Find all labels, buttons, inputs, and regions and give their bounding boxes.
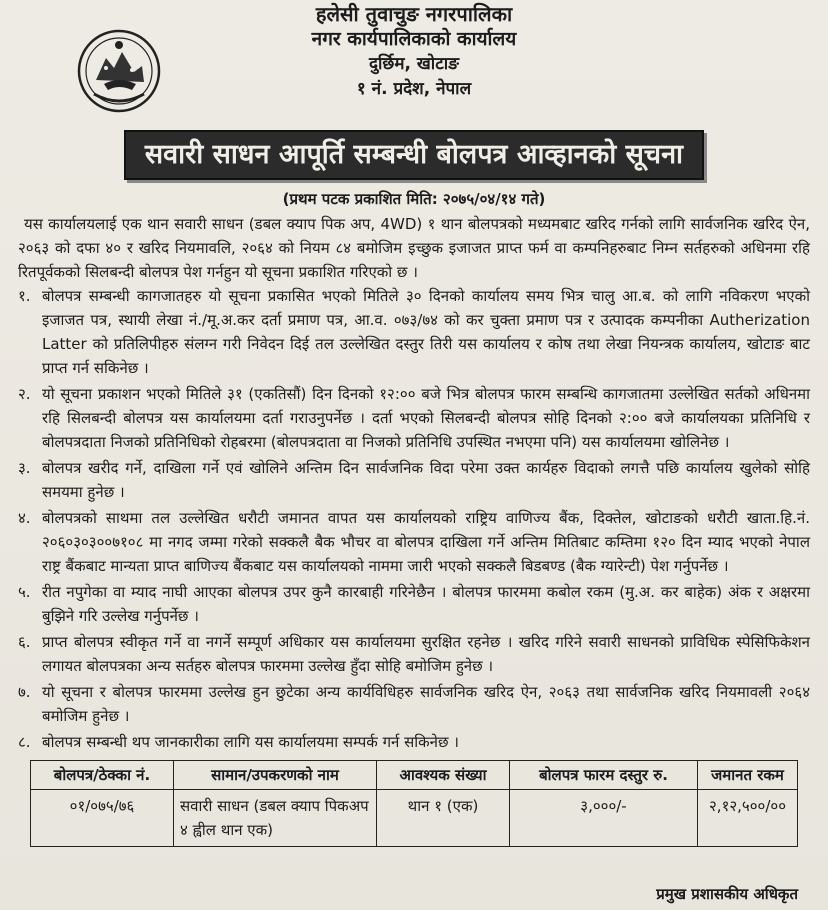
cell-item-name: सवारी साधन (डबल क्याप पिकअप ४ ह्वील थान एक)	[174, 790, 377, 847]
condition-text: यो सूचना प्रकाशन भएको मितिले ३१ (एकतिसौं) दिन दिनको १२:०० बजे भित्र बोलपत्र फारम सम्बन्धि कागजातमा उल्लेखित सर्तको अधिनमा रहि सिलबन्दी बोलपत्र यस कार्यालयमा दर्ता गराउनुपर्नेछ । दर्ता भएको सिलबन्दी बोलपत्र सोहि दिनको २:०० बजे कार्यालयका प्रतिनिधि र बोलपत्रदाता निजको प्रतिनिधिको रोहबरमा (बोलपत्रदाता वा निजको प्रतिनिधि उपस्थित नभएमा पनि) यस कार्यालयमा खोलिनेछ ।	[42, 385, 810, 451]
condition-text: बोलपत्र खरीद गर्ने, दाखिला गर्ने एवं खोलिने अन्तिम दिन सार्वजनिक विदा परेमा उक्त कार्यहरु विदाको लगत्तै पछि कार्यालय खुलेको सोहि समयमा हुनेछ ।	[42, 459, 810, 501]
col-item-name: सामान/उपकरणको नाम	[174, 761, 377, 790]
condition-text: रीत नपुगेका वा म्याद नाघी आएका बोलपत्र उपर कुनै कारबाही गरिनेछैन । बोलपत्र फारममा कबोल रकम (मु.अ. कर बाहेक) अंक र अक्षरमा बुझिने गरि उल्लेख गर्नुपर्नेछ ।	[42, 583, 810, 625]
condition-number: १.	[18, 287, 31, 305]
condition-text: बोलपत्र सम्बन्धी थप जानकारीका लागि यस कार्यालयमा सम्पर्क गर्न सकिनेछ ।	[42, 733, 459, 751]
cell-guarantee: २,१२,५००/००	[698, 790, 798, 847]
condition-item	[18, 630, 810, 678]
cell-quantity: थान १ (एक)	[377, 790, 510, 847]
condition-item	[18, 456, 810, 504]
condition-item	[18, 680, 810, 728]
cell-form-fee: ३,०००/-	[510, 790, 698, 847]
condition-item	[18, 730, 810, 754]
col-quantity: आवश्यक संख्या	[377, 761, 510, 790]
condition-text: प्राप्त बोलपत्र स्वीकृत गर्ने वा नगर्ने सम्पूर्ण अधिकार यस कार्यालयमा सुरक्षित रहनेछ । खरिद गरिने सवारी साधनको प्राविधिक स्पेसिफिकेशन लगायत बोलपत्रका अन्य सर्तहरु बोलपत्र फारममा उल्लेख हुँदा सोहि बमोजिम हुनेछ ।	[42, 633, 810, 675]
condition-number: २.	[18, 385, 31, 403]
condition-item	[18, 506, 810, 578]
notice-title: सवारी साधन आपूर्ति सम्बन्धी बोलपत्र आव्हानको सूचना	[124, 130, 704, 180]
table-header-row	[31, 761, 798, 790]
office-header	[18, 0, 810, 122]
condition-number: ६.	[18, 633, 31, 651]
condition-text: बोलपत्र सम्बन्धी कागजातहरु यो सूचना प्रकासित भएको मितिले ३० दिनको कार्यालय समय भित्र चालु आ.ब. को लागि नविकरण भएको इजाजत पत्र, स्थायी लेखा नं./मू.अ.कर दर्ता प्रमाण पत्र, आ.व. ०७३/७४ को कर चुक्ता प्रमाण पत्र र उत्पादक कम्पनीका Autherization Latter को प्रतिलिपीहरु संलग्न गरी निवेदन दिई तल उल्लेखित दस्तुर तिरी यस कार्यालय र कोष तथा लेखा नियन्त्रक कार्यालय, खोटाङ बाट प्राप्त गर्न सकिनेछ ।	[42, 287, 810, 377]
bid-table	[30, 760, 798, 847]
cell-contract-no: ०१/०७५/७६	[31, 790, 174, 847]
municipality-name: हलेसी तुवाचुङ नगरपालिका	[315, 2, 513, 26]
condition-number: ३.	[18, 459, 31, 477]
intro-paragraph: यस कार्यालयलाई एक थान सवारी साधन (डबल क्याप पिक अप, 4WD) १ थान बोलपत्रको मध्यमबाट खरिद गर्नको लागि सार्वजनिक खरिद ऐन, २०६३ को दफा ४० र खरिद नियमावलि, २०६४ को नियम ८४ बमोजिम इच्छुक इजाजत प्राप्त फर्म वा कम्पनिहरुबाट निम्न सर्तहरुको अधिनमा रहि रितपूर्वकको सिलबन्दी बोलपत्र पेश गर्नहुन यो सूचना प्रकाशित गरिएको छ ।	[18, 215, 810, 281]
condition-text: बोलपत्रको साथमा तल उल्लेखित धरौटी जमानत वापत यस कार्यालयको राष्ट्रिय वाणिज्य बैंक, दिक्तेल, खोटाङको धरौटी खाता.हि.नं. २०६०३०३००७१०८ मा नगद जम्मा गरेको सक्कलै बैक भौचर वा बोलपत्र दाखिला गर्ने अन्तिम मितिबाट कम्तिमा १२० दिन म्याद भएको नेपाल राष्ट्र बैंकबाट मान्यता प्राप्त बाणिज्य बैंकबाट यस कार्यालयको नाममा जारी भएको सक्कलै बिडबण्ड (बैक ग्यारेन्टी) पेश गर्नुपर्नेछ ।	[42, 509, 810, 575]
condition-item	[18, 580, 810, 628]
col-contract-no: बोलपत्र/ठेक्का नं.	[31, 761, 174, 790]
condition-text: यो सूचना र बोलपत्र फारममा उल्लेख हुन छुटेका अन्य कार्यविधिहरु सार्वजनिक खरिद ऐन, २०६३ तथा सार्वजनिक खरिद नियमावली २०६४ बमोजिम हुनेछ ।	[42, 683, 810, 725]
office-name: नगर कार्यपालिकाको कार्यालय	[311, 28, 517, 50]
published-date: (प्रथम पटक प्रकाशित मिति: २०७५/०४/१४ गते)	[282, 190, 546, 208]
col-guarantee: जमानत रकम	[698, 761, 798, 790]
condition-item	[18, 284, 810, 380]
condition-number: ५.	[18, 583, 31, 601]
condition-number: ८.	[18, 733, 31, 751]
col-form-fee: बोलपत्र फारम दस्तुर रु.	[510, 761, 698, 790]
office-location: दुर्छिम, खोटाङ	[369, 54, 459, 74]
table-row	[31, 790, 798, 847]
condition-number: ४.	[18, 509, 31, 527]
condition-number: ७.	[18, 683, 31, 701]
province-country: १ नं. प्रदेश, नेपाल	[356, 79, 472, 99]
conditions-list	[18, 284, 810, 754]
condition-item	[18, 382, 810, 454]
signature-title: प्रमुख प्रशासकीय अधिकृत	[656, 885, 798, 903]
